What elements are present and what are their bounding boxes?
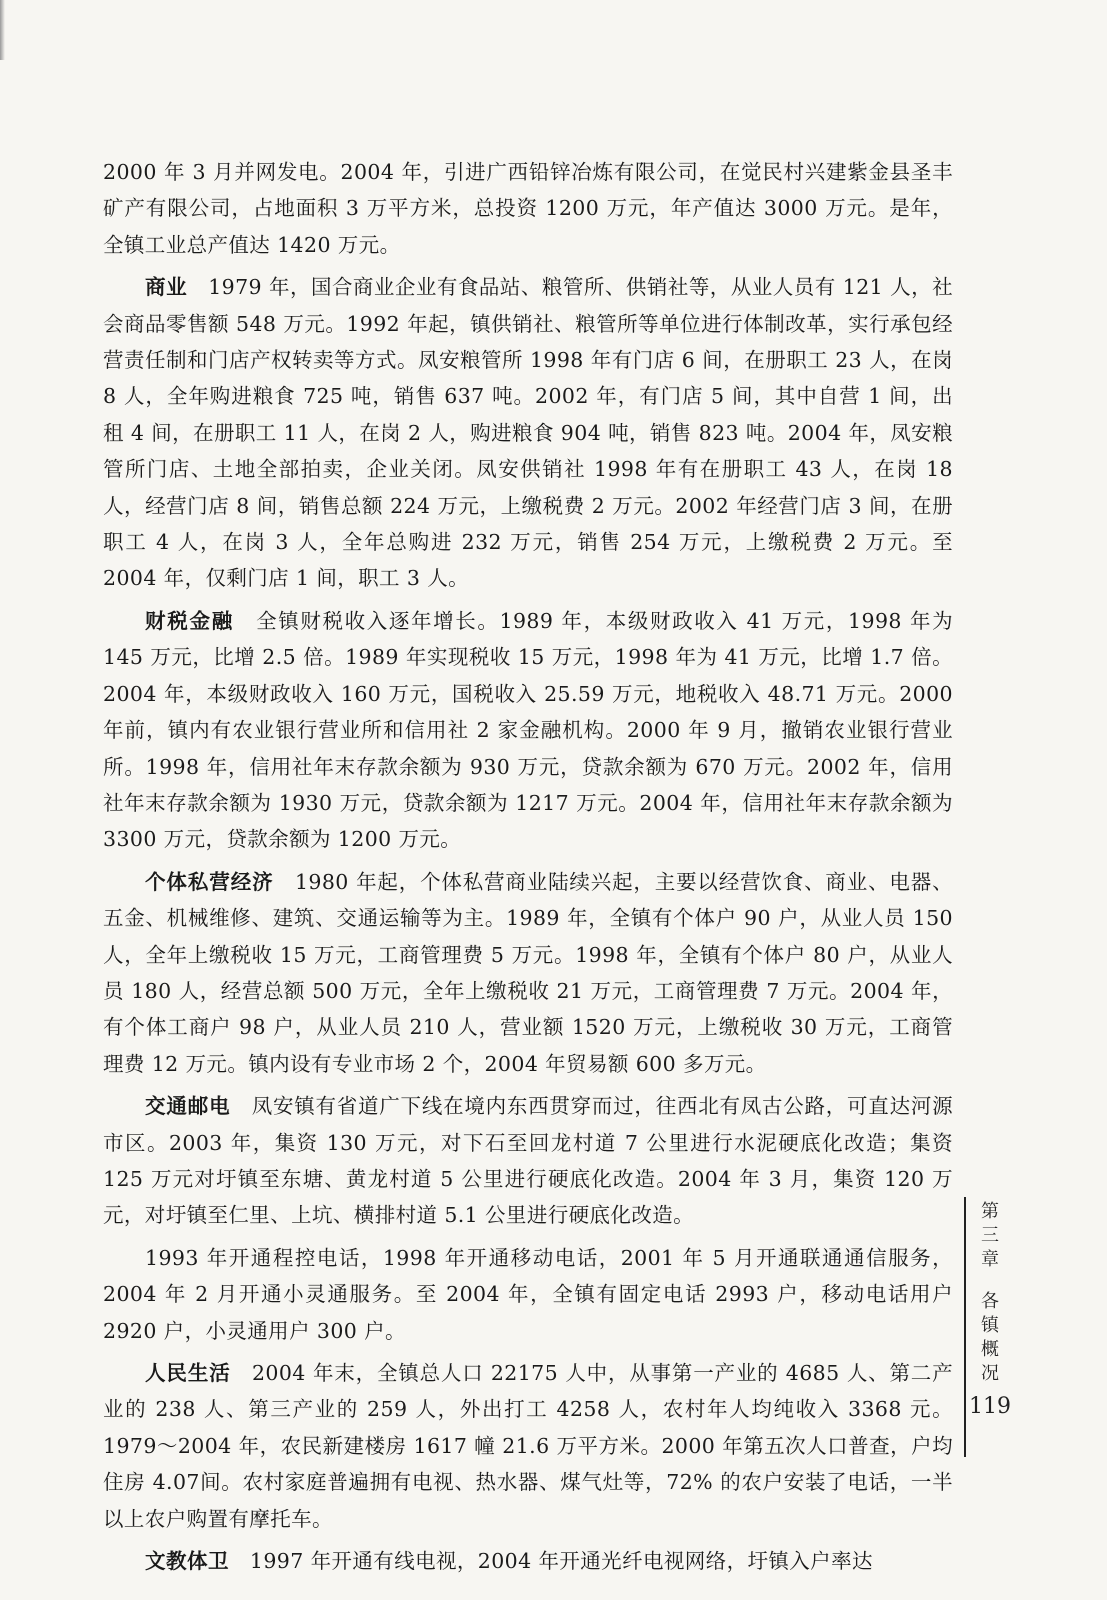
- section-label: 各镇概况: [981, 1291, 999, 1384]
- paragraph-telecom: [103, 1240, 953, 1349]
- section-heading: 商业: [145, 275, 188, 300]
- paragraph-finance: [103, 603, 953, 858]
- paragraph-text: 2004 年末，全镇总人口 22175 人中，从事第一产业的 4685 人、第二产业的 238 人、第三产业的 259 人，外出打工 4258 人，农村年人均纯收入 3368 元。1979～2004 年，农民新建楼房 1617 幢 21.6 万平方米。2000 年第五次人口普查，户均住房 4.07间。农村家庭普遍拥有电视、热水器、煤气灶等，72% 的农户安装了电话，一半以上农户购置有摩托车。: [103, 1361, 953, 1531]
- page-body: [103, 154, 953, 1579]
- paragraph-text: 凤安镇有省道广下线在境内东西贯穿而过，往西北有凤古公路，可直达河源市区。2003 年，集资 130 万元，对下石至回龙村道 7 公里进行水泥硬底化改造；集资 125 万元对圩镇至东塘、黄龙村道 5 公里进行硬底化改造。2004 年 3 月，集资 120 万元，对圩镇至仁里、上坑、横排村道 5.1 公里进行硬底化改造。: [103, 1094, 953, 1228]
- paragraph-text: 2000 年 3 月并网发电。2004 年，引进广西铅锌冶炼有限公司，在觉民村兴建紫金县圣丰矿产有限公司，占地面积 3 万平方米，总投资 1200 万元，年产值达 3000 万元。是年，全镇工业总产值达 1420 万元。: [103, 160, 953, 257]
- paragraph-text: 1979 年，国合商业企业有食品站、粮管所、供销社等，从业人员有 121 人，社会商品零售额 548 万元。1992 年起，镇供销社、粮管所等单位进行体制改革，实行承包经营责任制和门店产权转卖等方式。凤安粮管所 1998 年有门店 6 间，在册职工 23 人，在岗 8 人，全年购进粮食 725 吨，销售 637 吨。2002 年，有门店 5 间，其中自营 1 间，出租 4 间，在册职工 11 人，在岗 2 人，购进粮食 904 吨，销售 823 吨。2004 年，凤安粮管所门店、土地全部拍卖，企业关闭。凤安供销社 1998 年有在册职工 43 人，在岗 18 人，经营门店 8 间，销售总额 224 万元，上缴税费 2 万元。2002 年经营门店 3 间，在册职工 4 人，在岗 3 人，全年总购进 232 万元，销售 254 万元，上缴税费 2 万元。至 2004 年，仅剩门店 1 间，职工 3 人。: [103, 275, 953, 591]
- chapter-label: 第三章: [981, 1201, 999, 1270]
- paragraph-culture-education: [103, 1543, 953, 1579]
- page-number: 119: [969, 1394, 1011, 1419]
- paragraph-text: 1997 年开通有线电视，2004 年开通光纤电视网络，圩镇入户率达: [249, 1549, 873, 1574]
- chapter-side-tab: [975, 1200, 1005, 1386]
- paragraph-commerce: [103, 269, 953, 597]
- section-heading: 人民生活: [145, 1361, 231, 1385]
- paragraph-industry-cont: [103, 154, 953, 263]
- binding-edge: [0, 0, 5, 60]
- paragraph-text: 全镇财税收入逐年增长。1989 年，本级财政收入 41 万元，1998 年为 145 万元，比增 2.5 倍。1989 年实现税收 15 万元，1998 年为 41 万元，比增 1.7 倍。2004 年，本级财政收入 160 万元，国税收入 25.59 万元，地税收入 48.71 万元。2000 年前，镇内有农业银行营业所和信用社 2 家金融机构。2000 年 9 月，撤销农业银行营业所。1998 年，信用社年末存款余额为 930 万元，贷款余额为 670 万元。2002 年，信用社年末存款余额为 1930 万元，贷款余额为 1217 万元。2004 年，信用社年末存款余额为 3300 万元，贷款余额为 1200 万元。: [103, 608, 954, 852]
- section-heading: 交通邮电: [145, 1094, 231, 1119]
- margin-rule: [964, 1197, 966, 1457]
- section-heading: 文教体卫: [145, 1549, 229, 1574]
- paragraph-text: 1980 年起，个体私营商业陆续兴起，主要以经营饮食、商业、电器、五金、机械维修、建筑、交通运输等为主。1989 年，全镇有个体户 90 户，从业人员 150 人，全年上缴税收 15 万元，工商管理费 5 万元。1998 年，全镇有个体户 80 户，从业人员 180 人，经营总额 500 万元，全年上缴税收 21 万元，工商管理费 7 万元。2004 年，有个体工商户 98 户，从业人员 210 人，营业额 1520 万元，上缴税收 30 万元，工商管理费 12 万元。镇内设有专业市场 2 个，2004 年贸易额 600 多万元。: [103, 869, 954, 1076]
- section-heading: 个体私营经济: [145, 869, 274, 894]
- paragraph-private-economy: [103, 864, 953, 1082]
- paragraph-livelihood: [103, 1355, 953, 1537]
- paragraph-transport: [103, 1088, 953, 1234]
- section-heading: 财税金融: [145, 608, 234, 633]
- paragraph-text: 1993 年开通程控电话，1998 年开通移动电话，2001 年 5 月开通联通通信服务，2004 年 2 月开通小灵通服务。至 2004 年，全镇有固定电话 2993 户，移动电话用户 2920 户，小灵通用户 300 户。: [103, 1245, 953, 1343]
